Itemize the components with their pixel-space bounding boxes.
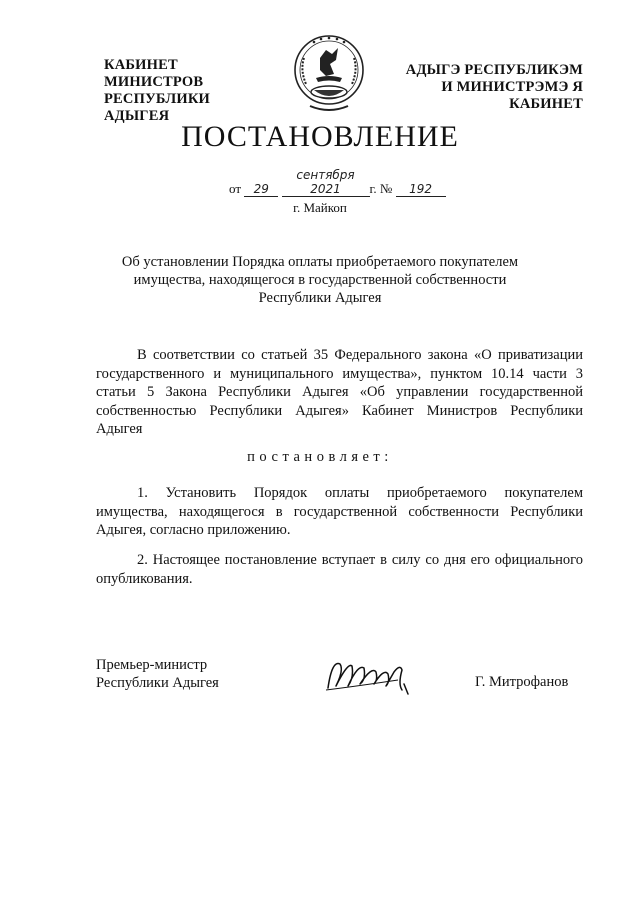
resolves-heading: постановляет: [247,449,393,465]
preamble-paragraph: В соответствии со статьей 35 Федерального закона «О приватизации государственного и муниципального имущества», пунктом 10.14 части 3 статьи 5 Закона Республики Адыгея «Об управлении государственной собственностью Республики Адыгея» Кабинет Министров Республики Адыгея [96,347,583,437]
date-month-year: сентября 2021 [282,168,370,197]
issuer-line-1: КАБИНЕТ МИНИСТРОВ [104,57,204,90]
document-subject [100,253,540,307]
number-label: № [379,181,393,196]
issuer-name-russian [104,57,274,125]
subject-line-3: Республики Адыгея [258,290,382,306]
date-prefix: от [229,181,242,196]
item-1-paragraph: 1. Установить Порядок оплаты приобретаемого покупателем имущества, находящегося в государственной собственности Республики Адыгея, согласно приложению. [96,485,583,538]
subject-line-1: Об установлении Порядка оплаты приобретаемого покупателем [121,254,519,270]
signatory-title [96,656,219,692]
coat-of-arms-icon [290,30,368,114]
date-day: 29 [244,182,278,197]
subject-line-2: имущества, находящегося в государственной собственности [133,272,507,288]
document-title: ПОСТАНОВЛЕНИЕ [181,120,459,153]
signatory-title-line-1: Премьер-министр [96,657,208,673]
city: г. Майкоп [293,200,347,215]
date-line [229,168,446,197]
signatory-title-line-2: Республики Адыгея [96,675,219,691]
issuer-line-2: РЕСПУБЛИКИ АДЫГЕЯ [104,91,211,124]
issuer-adyghe-line-2: И МИНИСТРЭМЭ Я КАБИНЕТ [441,79,583,112]
item-2-paragraph: 2. Настоящее постановление вступает в силу со дня его официального опубликования. [96,552,583,587]
document-number: 192 [396,182,446,197]
issuer-adyghe-line-1: АДЫГЭ РЕСПУБЛИКЭМ [405,62,583,78]
handwritten-signature [318,650,428,700]
signatory-name: Г. Митрофанов [475,674,569,690]
date-year-suffix: г. [369,181,377,196]
issuer-name-adyghe [373,62,583,113]
